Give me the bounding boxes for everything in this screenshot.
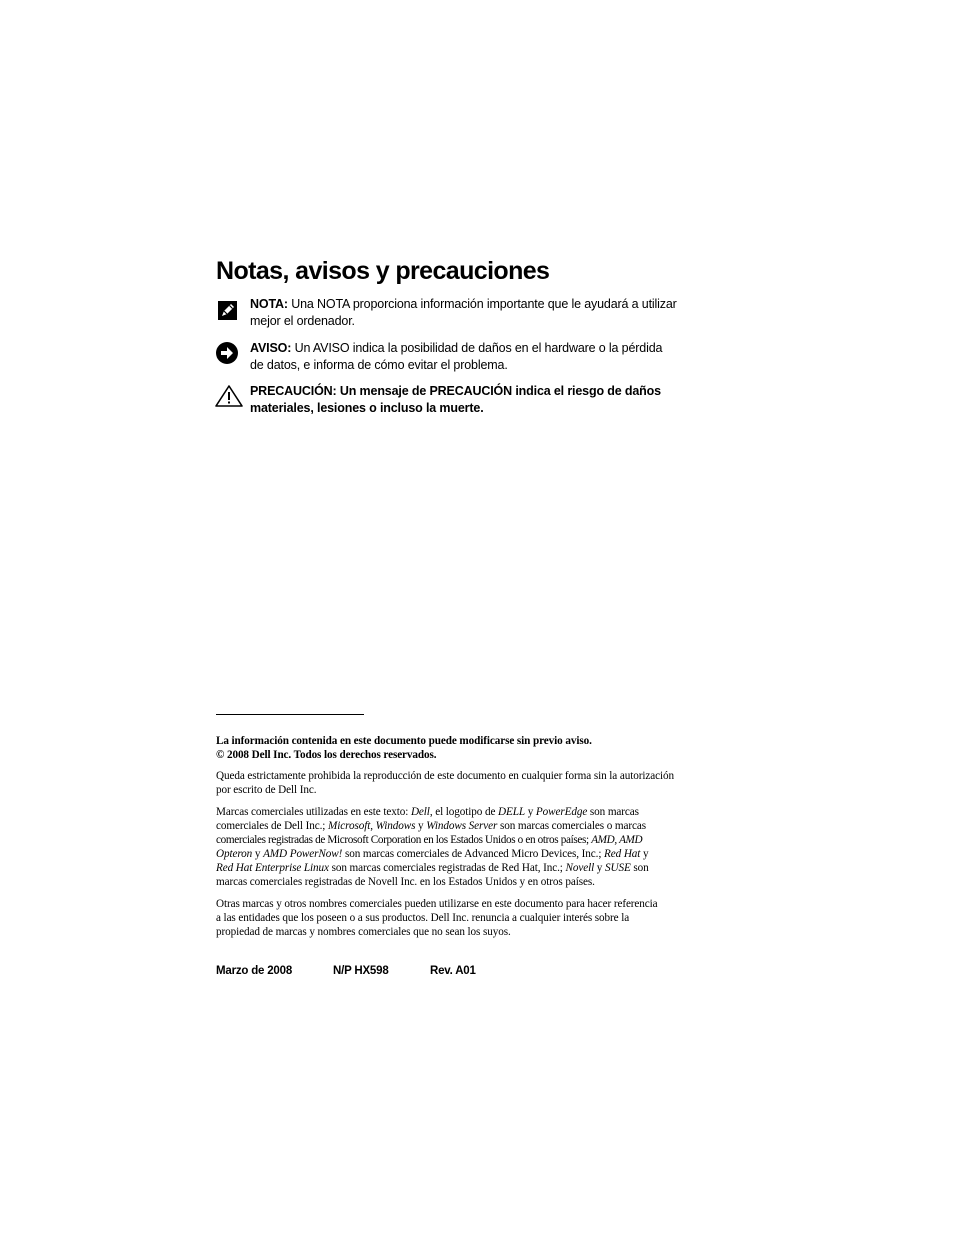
other-line3: propiedad de marcas y nombres comerciales que no sean los suyos. [216,926,511,938]
other-line1: Otras marcas y otros nombres comerciales pueden utilizarse en este documento para hacer referencia [216,898,658,910]
trademarks-notice [216,805,716,889]
info-line1: La información contenida en este documento puede modificarse sin previo aviso. [216,735,592,747]
divider-rule [216,714,364,715]
note-text-line1: Una NOTA proporciona información importante que le ayudará a utilizar [291,297,677,311]
repro-line2: por escrito de Dell Inc. [216,784,317,796]
tm-line4: Opteron y AMD PowerNow! son marcas comerciales de Advanced Micro Devices, Inc.; Red Hat y [216,848,649,860]
tm-line2: comerciales de Dell Inc.; Microsoft, Windows y Windows Server son marcas comerciales o marcas [216,820,646,832]
tm-line1: Marcas comerciales utilizadas en este texto: Dell, el logotipo de DELL y PowerEdge son marcas [216,806,639,818]
aviso-label: AVISO: [250,341,292,355]
note-text-line2: mejor el ordenador. [250,314,355,328]
precaucion-text-line1: Un mensaje de PRECAUCIÓN indica el riesgo de daños [339,384,661,398]
aviso-text-line1: Un AVISO indica la posibilidad de daños en el hardware o la pérdida [294,341,663,355]
page-title: Notas, avisos y precauciones [216,257,550,285]
tm-line5: Red Hat Enterprise Linux son marcas comerciales registradas de Red Hat, Inc.; Novell y SUSE son [216,862,649,874]
other-trademarks-notice [216,897,716,939]
footer-revision: Rev. A01 [430,965,476,977]
info-notice [216,734,716,762]
other-line2: a las entidades que los poseen o a sus productos. Dell Inc. renuncia a cualquier interés sobre la [216,912,630,924]
reproduction-notice [216,769,716,797]
footer-part-number: N/P HX598 [333,965,389,977]
footer-date: Marzo de 2008 [216,965,293,977]
aviso-text-line2: de datos, e informa de cómo evitar el problema. [250,358,508,372]
precaucion-text-line2: materiales, lesiones o incluso la muerte. [250,401,484,415]
tm-line3: comerciales registradas de Microsoft Corporation en los Estados Unidos o en otros países; AMD, AMD [216,834,643,846]
warning-triangle-icon [215,384,239,408]
tm-line6: marcas comerciales registradas de Novell Inc. en los Estados Unidos y en otros países. [216,876,595,888]
precaucion-label: PRECAUCIÓN: [250,384,337,398]
repro-line1: Queda estrictamente prohibida la reproducción de este documento en cualquier forma sin la autorización [216,770,674,782]
arrow-circle-icon [215,341,239,365]
pencil-note-icon [215,298,239,322]
copyright-line: © 2008 Dell Inc. Todos los derechos reservados. [216,749,437,761]
note-label: NOTA: [250,297,288,311]
